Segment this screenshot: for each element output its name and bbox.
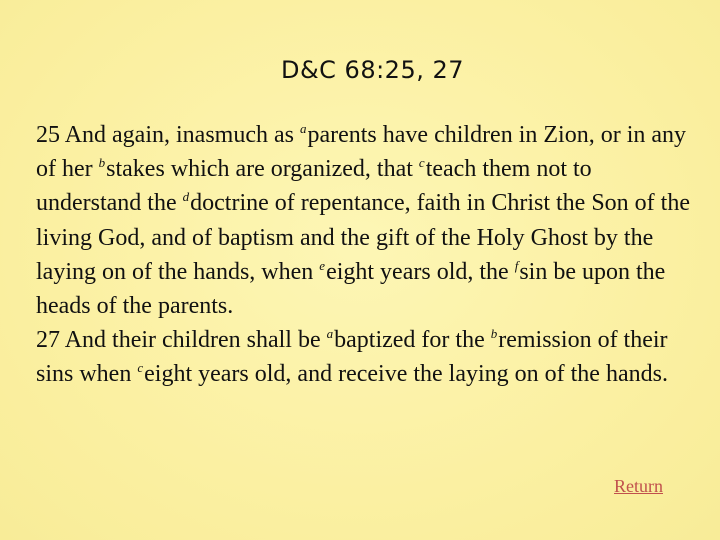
verse-number: 25 (36, 122, 60, 148)
verse-text: eight years old, the (326, 258, 515, 285)
verse-text: sin be upon the heads of the parents. (36, 258, 666, 320)
verse-text: parents have children in Zion, or in any of her (36, 122, 687, 183)
verse-27 (36, 323, 696, 391)
verse-number: 27 (36, 327, 60, 354)
footnote-marker: d (182, 189, 190, 205)
return-link[interactable]: Return (614, 476, 663, 496)
footnote-marker: c (418, 155, 425, 171)
footnote-marker: a (299, 121, 307, 136)
verse-text: stakes which are organized, that (106, 156, 419, 183)
footnote-marker: b (98, 155, 106, 171)
footnote-marker: e (319, 257, 326, 273)
verse-text: baptized for the (334, 327, 491, 354)
slide-title: D&C 68:25, 27 (280, 56, 465, 84)
verse-text: eight years old, and receive the laying on of the hands. (144, 361, 668, 388)
footnote-marker: f (514, 257, 519, 273)
scripture-text (36, 118, 696, 392)
footnote-marker: a (326, 326, 334, 342)
verse-25 (36, 118, 696, 323)
verse-text: teach them not to understand the (36, 156, 592, 217)
verse-text: And again, inasmuch as (64, 122, 300, 148)
verse-text: remission of their sins when (36, 327, 668, 388)
footnote-marker: b (490, 326, 498, 342)
verse-text: doctrine of repentance, faith in Christ the Son of the living God, and of baptism and the gift of the Holy Ghost by the laying on of the hands, when (36, 190, 690, 285)
footnote-marker: c (137, 360, 144, 376)
verse-text: And their children shall be (64, 327, 327, 354)
